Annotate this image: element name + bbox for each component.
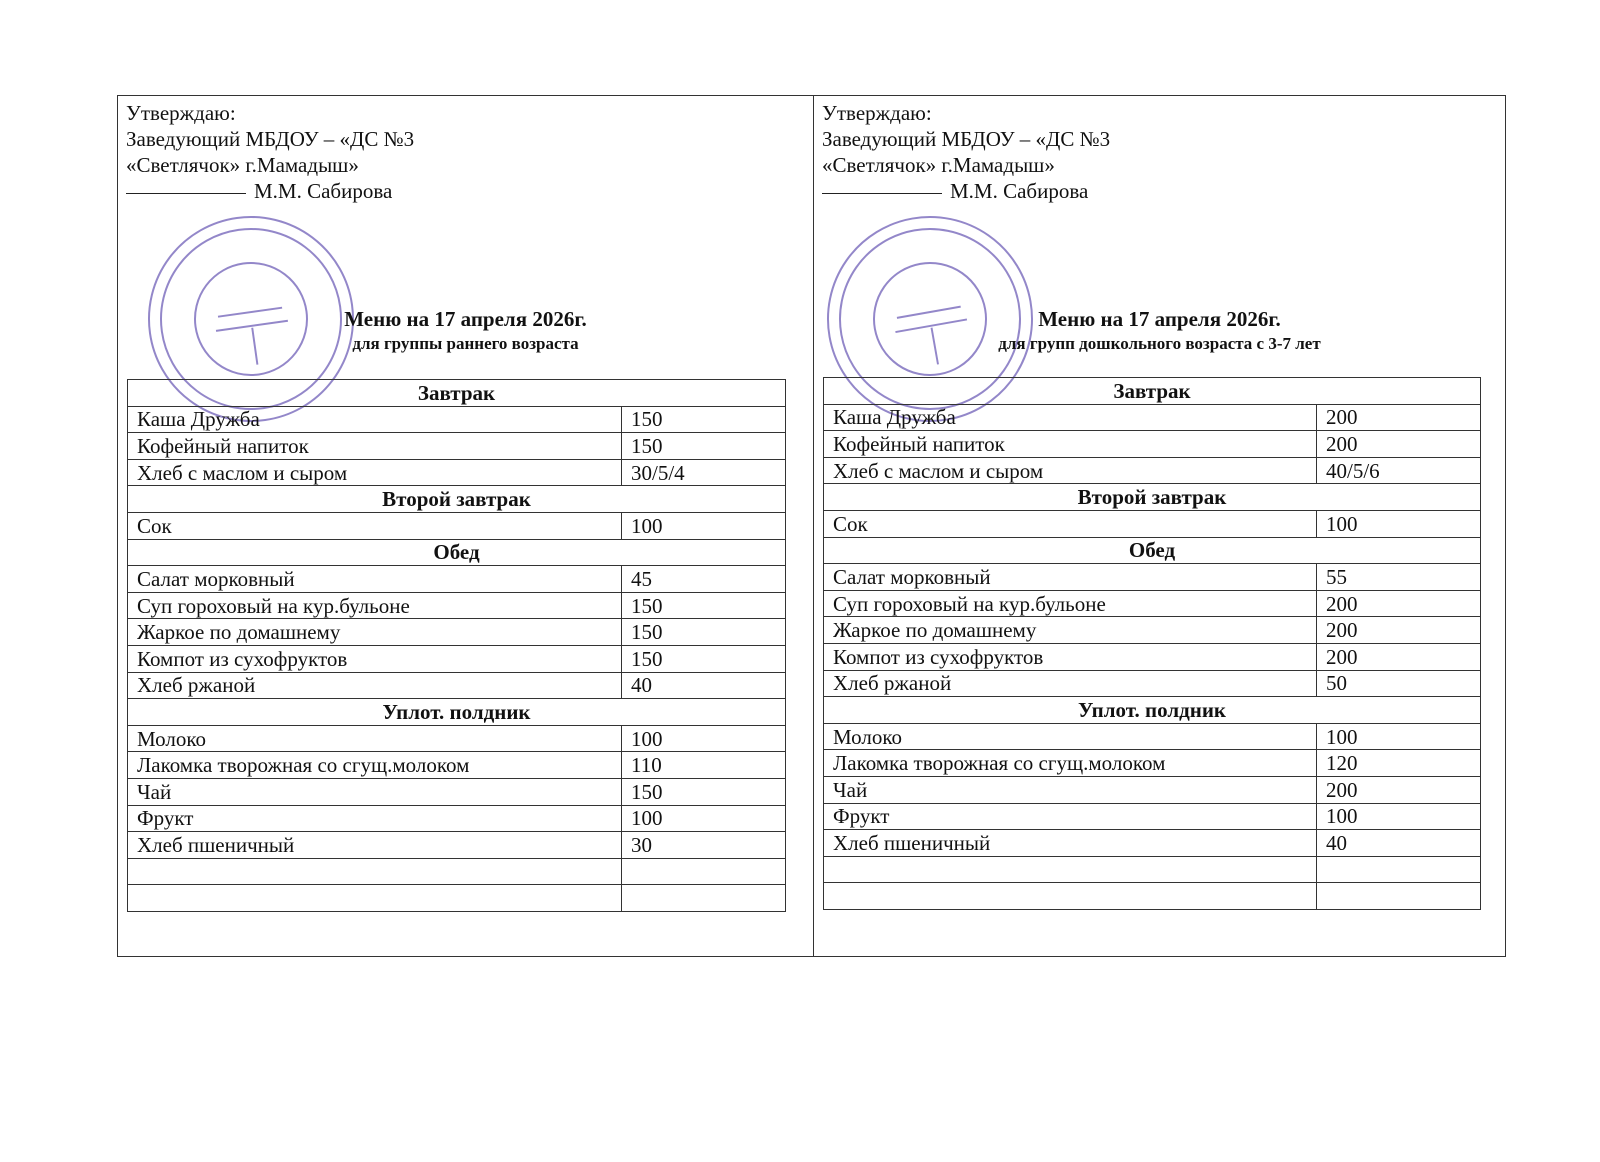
- table-row: [824, 723, 1481, 750]
- table-row: [824, 750, 1481, 777]
- portion-weight: 150: [622, 645, 786, 672]
- table-row: [128, 433, 786, 460]
- signature-line: [126, 193, 246, 194]
- portion-weight: 200: [1317, 431, 1481, 458]
- portion-weight: [622, 858, 786, 885]
- portion-weight: 100: [1317, 510, 1481, 537]
- dish-name: Лакомка творожная со сгущ.молоком: [128, 752, 622, 779]
- table-row: [128, 592, 786, 619]
- table-row: [128, 805, 786, 832]
- section-heading: Завтрак: [824, 378, 1481, 405]
- dish-name: Хлеб ржаной: [128, 672, 622, 699]
- menu-table: [823, 377, 1481, 910]
- portion-weight: 55: [1317, 564, 1481, 591]
- dish-name: Хлеб пшеничный: [824, 830, 1317, 857]
- table-row: [824, 510, 1481, 537]
- table-row: [128, 725, 786, 752]
- table-row: [824, 457, 1481, 484]
- menu-subtitle: для групп дошкольного возраста с 3-7 лет: [998, 334, 1321, 353]
- approval-heading: Утверждаю:: [822, 101, 932, 125]
- dish-name: Жаркое по домашнему: [824, 617, 1317, 644]
- dish-name: Лакомка творожная со сгущ.молоком: [824, 750, 1317, 777]
- approval-organization: «Светлячок» г.Мамадыш»: [126, 153, 359, 177]
- portion-weight: 45: [622, 566, 786, 593]
- portion-weight: 150: [622, 778, 786, 805]
- table-row: [128, 619, 786, 646]
- table-row: [128, 512, 786, 539]
- dish-name: Сок: [128, 512, 622, 539]
- approval-organization: «Светлячок» г.Мамадыш»: [822, 153, 1055, 177]
- portion-weight: 200: [1317, 776, 1481, 803]
- dish-name: Молоко: [824, 723, 1317, 750]
- dish-name: Суп гороховый на кур.бульоне: [824, 590, 1317, 617]
- approval-position: Заведующий МБДОУ – «ДС №3: [822, 127, 1111, 151]
- section-row: [128, 539, 786, 566]
- menu-title-block: [814, 306, 1505, 356]
- portion-weight: 40: [1317, 830, 1481, 857]
- portion-weight: 200: [1317, 643, 1481, 670]
- table-row: [128, 645, 786, 672]
- portion-weight: 200: [1317, 404, 1481, 431]
- table-row: [824, 670, 1481, 697]
- menu-document: [117, 95, 1506, 957]
- portion-weight: 100: [1317, 803, 1481, 830]
- section-row: [824, 378, 1481, 405]
- portion-weight: [1317, 856, 1481, 883]
- table-row: [128, 459, 786, 486]
- section-row: [824, 697, 1481, 724]
- table-row: [824, 564, 1481, 591]
- approval-block: [126, 100, 414, 204]
- dish-name: Компот из сухофруктов: [128, 645, 622, 672]
- approval-signatory: М.М. Сабирова: [950, 179, 1089, 203]
- section-row: [824, 537, 1481, 564]
- dish-name: Каша Дружба: [128, 406, 622, 433]
- section-row: [128, 380, 786, 407]
- portion-weight: [1317, 883, 1481, 910]
- portion-weight: 200: [1317, 590, 1481, 617]
- dish-name: Чай: [824, 776, 1317, 803]
- portion-weight: 150: [622, 619, 786, 646]
- section-heading: Уплот. полдник: [824, 697, 1481, 724]
- approval-signatory: М.М. Сабирова: [254, 179, 393, 203]
- portion-weight: 50: [1317, 670, 1481, 697]
- dish-name: [824, 856, 1317, 883]
- approval-position: Заведующий МБДОУ – «ДС №3: [126, 127, 415, 151]
- portion-weight: 150: [622, 406, 786, 433]
- portion-weight: 110: [622, 752, 786, 779]
- portion-weight: 40: [622, 672, 786, 699]
- dish-name: Кофейный напиток: [824, 431, 1317, 458]
- table-row: [824, 776, 1481, 803]
- panel-early-age: [118, 96, 814, 956]
- portion-weight: 30: [622, 832, 786, 859]
- menu-title: Меню на 17 апреля 2026г.: [344, 307, 587, 331]
- dish-name: [128, 885, 622, 912]
- dish-name: Хлеб ржаной: [824, 670, 1317, 697]
- table-row: [824, 803, 1481, 830]
- table-row: [128, 566, 786, 593]
- menu-subtitle: для группы раннего возраста: [352, 334, 579, 353]
- dish-name: Фрукт: [824, 803, 1317, 830]
- table-row: [824, 617, 1481, 644]
- table-row: [824, 830, 1481, 857]
- dish-name: Жаркое по домашнему: [128, 619, 622, 646]
- table-row: [128, 752, 786, 779]
- dish-name: Салат морковный: [128, 566, 622, 593]
- portion-weight: 150: [622, 592, 786, 619]
- dish-name: Сок: [824, 510, 1317, 537]
- panel-preschool: [814, 96, 1505, 956]
- table-row: [128, 858, 786, 885]
- menu-title-block: [118, 306, 813, 356]
- section-row: [128, 486, 786, 513]
- table-row: [128, 778, 786, 805]
- portion-weight: 100: [622, 512, 786, 539]
- section-heading: Обед: [824, 537, 1481, 564]
- portion-weight: [622, 885, 786, 912]
- portion-weight: 120: [1317, 750, 1481, 777]
- dish-name: Фрукт: [128, 805, 622, 832]
- table-row: [128, 832, 786, 859]
- table-row: [824, 643, 1481, 670]
- section-heading: Завтрак: [128, 380, 786, 407]
- section-heading: Второй завтрак: [824, 484, 1481, 511]
- section-row: [128, 699, 786, 726]
- menu-title: Меню на 17 апреля 2026г.: [1038, 307, 1281, 331]
- table-row: [824, 404, 1481, 431]
- dish-name: Компот из сухофруктов: [824, 643, 1317, 670]
- table-row: [128, 885, 786, 912]
- section-heading: Обед: [128, 539, 786, 566]
- dish-name: Суп гороховый на кур.бульоне: [128, 592, 622, 619]
- table-row: [128, 406, 786, 433]
- portion-weight: 100: [622, 725, 786, 752]
- dish-name: Молоко: [128, 725, 622, 752]
- approval-block: [822, 100, 1110, 204]
- section-heading: Второй завтрак: [128, 486, 786, 513]
- dish-name: Хлеб с маслом и сыром: [128, 459, 622, 486]
- table-row: [824, 856, 1481, 883]
- section-row: [824, 484, 1481, 511]
- section-heading: Уплот. полдник: [128, 699, 786, 726]
- dish-name: Чай: [128, 778, 622, 805]
- dish-name: Хлеб с маслом и сыром: [824, 457, 1317, 484]
- dish-name: Салат морковный: [824, 564, 1317, 591]
- portion-weight: 200: [1317, 617, 1481, 644]
- dish-name: Хлеб пшеничный: [128, 832, 622, 859]
- dish-name: [824, 883, 1317, 910]
- table-row: [824, 590, 1481, 617]
- table-row: [824, 883, 1481, 910]
- portion-weight: 100: [622, 805, 786, 832]
- dish-name: Каша Дружба: [824, 404, 1317, 431]
- menu-table: [127, 379, 786, 912]
- signature-line: [822, 193, 942, 194]
- portion-weight: 100: [1317, 723, 1481, 750]
- portion-weight: 40/5/6: [1317, 457, 1481, 484]
- table-row: [128, 672, 786, 699]
- dish-name: [128, 858, 622, 885]
- dish-name: Кофейный напиток: [128, 433, 622, 460]
- approval-heading: Утверждаю:: [126, 101, 236, 125]
- table-row: [824, 431, 1481, 458]
- portion-weight: 150: [622, 433, 786, 460]
- portion-weight: 30/5/4: [622, 459, 786, 486]
